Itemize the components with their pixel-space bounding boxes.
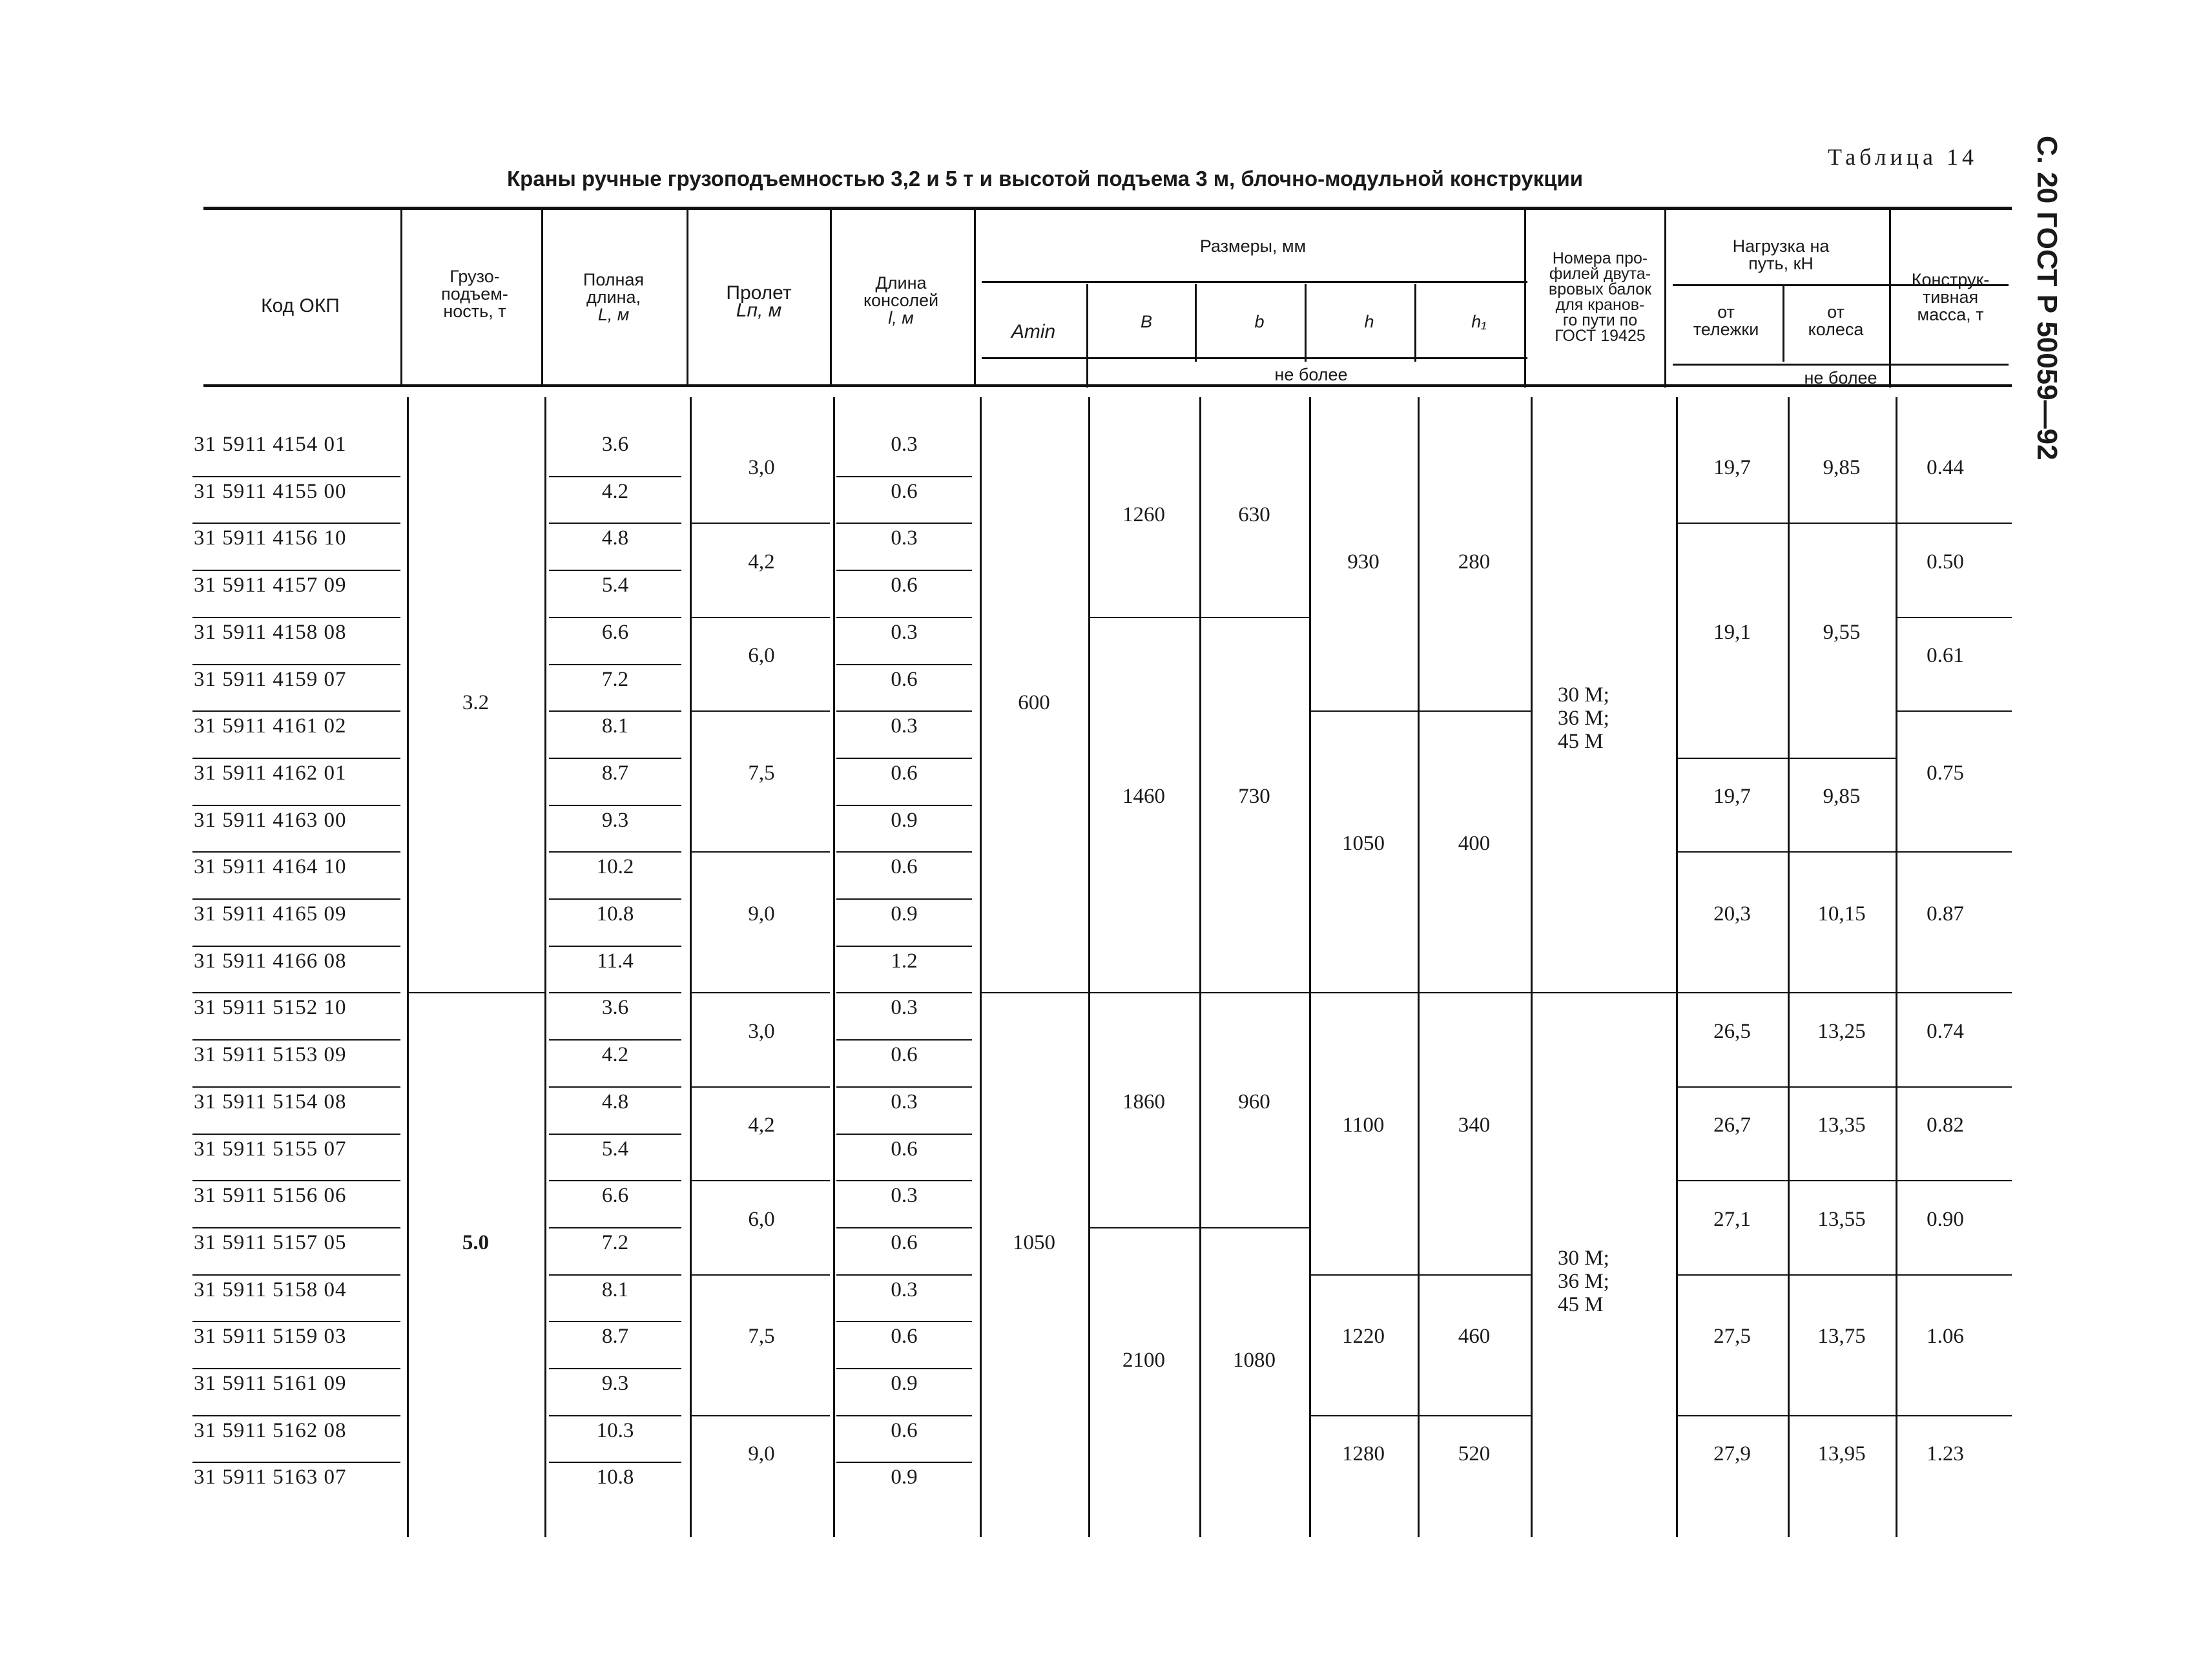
h-value: 1280 xyxy=(1342,1442,1385,1466)
okp-code: 31 5911 5158 04 xyxy=(194,1278,347,1301)
grid-line xyxy=(549,523,681,524)
console-length: 0.3 xyxy=(891,620,918,644)
okp-code: 31 5911 5161 09 xyxy=(194,1372,347,1395)
console-length: 0.3 xyxy=(891,433,918,456)
grid-line xyxy=(1532,992,1676,993)
grid-line xyxy=(982,992,1088,993)
console-length: 0.6 xyxy=(891,1137,918,1161)
full-length: 4.8 xyxy=(601,1090,629,1113)
header-from-wheel: от колеса xyxy=(1808,302,1864,339)
grid-line xyxy=(549,1134,681,1135)
grid-line xyxy=(687,210,688,384)
span-value: 4,2 xyxy=(748,550,775,574)
grid-line xyxy=(830,210,832,384)
grid-line xyxy=(192,1462,400,1463)
mass-value: 0.50 xyxy=(1927,550,1964,574)
grid-line xyxy=(544,397,546,1537)
header-console: Длина консолей l, м xyxy=(863,273,939,327)
b-value: 730 xyxy=(1238,785,1270,809)
full-length: 10.3 xyxy=(596,1418,634,1442)
full-length: 6.6 xyxy=(601,1184,629,1208)
console-length: 0.3 xyxy=(891,526,918,550)
h-value: 1050 xyxy=(1342,831,1385,855)
grid-line xyxy=(1897,710,2012,712)
console-length: 0.6 xyxy=(891,1418,918,1442)
console-length: 0.6 xyxy=(891,479,918,503)
grid-line xyxy=(192,1039,400,1041)
full-length: 5.4 xyxy=(601,574,629,597)
grid-line xyxy=(1897,851,2012,853)
grid-line xyxy=(691,992,830,993)
grid-line xyxy=(1310,992,1418,993)
grid-line xyxy=(836,758,972,759)
grid-line xyxy=(407,397,409,1537)
okp-code: 31 5911 4159 07 xyxy=(194,667,347,691)
grid-line xyxy=(836,617,972,618)
h1-value: 280 xyxy=(1458,550,1491,574)
span-value: 6,0 xyxy=(748,644,775,668)
load-wheel-value: 9,85 xyxy=(1823,456,1861,480)
load-wheel-value: 9,85 xyxy=(1823,785,1861,809)
load-trolley-value: 20,3 xyxy=(1713,902,1751,926)
B-value: 1860 xyxy=(1122,1090,1165,1113)
grid-line xyxy=(1677,1415,1788,1416)
b-value: 1080 xyxy=(1233,1348,1276,1372)
grid-line xyxy=(691,617,830,618)
grid-line xyxy=(192,1274,400,1276)
grid-line xyxy=(549,992,681,993)
okp-code: 31 5911 4155 00 xyxy=(194,479,347,503)
console-length: 0.9 xyxy=(891,1466,918,1489)
span-value: 3,0 xyxy=(748,1019,775,1043)
grid-line xyxy=(1310,1415,1418,1416)
full-length: 6.6 xyxy=(601,620,629,644)
okp-code: 31 5911 4161 02 xyxy=(194,714,347,738)
okp-code: 31 5911 4162 01 xyxy=(194,761,347,785)
grid-line xyxy=(549,1274,681,1276)
full-length: 3.6 xyxy=(601,433,629,456)
grid-line xyxy=(1677,1180,1788,1181)
okp-code: 31 5911 5159 03 xyxy=(194,1325,347,1349)
grid-line xyxy=(1419,1274,1531,1276)
console-length: 0.9 xyxy=(891,1372,918,1395)
load-trolley-value: 27,5 xyxy=(1713,1325,1751,1349)
grid-line xyxy=(549,758,681,759)
grid-line xyxy=(192,617,400,618)
grid-line xyxy=(192,1415,400,1416)
grid-line xyxy=(1789,1415,1896,1416)
grid-line xyxy=(549,1462,681,1463)
load-trolley-value: 26,7 xyxy=(1713,1113,1751,1137)
console-length: 0.6 xyxy=(891,667,918,691)
grid-line xyxy=(549,851,681,853)
grid-line xyxy=(192,805,400,806)
full-length: 8.1 xyxy=(601,714,629,738)
header-amin: Аmin xyxy=(1011,321,1056,342)
full-length: 9.3 xyxy=(601,1372,629,1395)
grid-line xyxy=(1897,617,2012,618)
load-trolley-value: 19,7 xyxy=(1713,785,1751,809)
grid-line xyxy=(192,898,400,900)
full-length: 10.2 xyxy=(596,855,634,879)
grid-line xyxy=(549,946,681,947)
console-length: 0.6 xyxy=(891,1230,918,1254)
okp-code: 31 5911 4154 01 xyxy=(194,433,347,456)
full-length: 8.1 xyxy=(601,1278,629,1301)
span-value: 3,0 xyxy=(748,456,775,480)
grid-line xyxy=(836,1227,972,1228)
grid-line xyxy=(1789,851,1896,853)
grid-line xyxy=(836,476,972,477)
mass-value: 0.75 xyxy=(1927,761,1964,785)
grid-line xyxy=(691,1180,830,1181)
capacity-value: 5.0 xyxy=(462,1230,490,1254)
b-value: 630 xyxy=(1238,503,1270,527)
grid-line xyxy=(192,946,400,947)
B-value: 2100 xyxy=(1122,1348,1165,1372)
b-value: 960 xyxy=(1238,1090,1270,1113)
okp-code: 31 5911 5157 05 xyxy=(194,1230,347,1254)
load-trolley-value: 27,9 xyxy=(1713,1442,1751,1466)
header-length: Полная длина, L, м xyxy=(583,270,645,324)
mass-value: 0.90 xyxy=(1927,1207,1964,1231)
grid-line xyxy=(836,898,972,900)
capacity-value: 3.2 xyxy=(462,690,490,714)
full-length: 4.8 xyxy=(601,526,629,550)
grid-line xyxy=(192,1086,400,1088)
span-value: 6,0 xyxy=(748,1207,775,1231)
load-wheel-value: 13,95 xyxy=(1817,1442,1866,1466)
okp-code: 31 5911 4166 08 xyxy=(194,949,347,973)
grid-line xyxy=(400,210,402,384)
grid-line xyxy=(836,946,972,947)
h1-value: 340 xyxy=(1458,1113,1491,1137)
grid-line xyxy=(836,1415,972,1416)
grid-line xyxy=(836,1180,972,1181)
span-value: 7,5 xyxy=(748,1325,775,1349)
side-header: С. 20 ГОСТ Р 50059—92 xyxy=(2031,136,2063,461)
grid-line xyxy=(833,397,835,1537)
header-h1: h₁ xyxy=(1471,312,1487,331)
console-length: 0.6 xyxy=(891,1043,918,1067)
h1-value: 460 xyxy=(1458,1325,1491,1349)
grid-line xyxy=(192,710,400,712)
full-length: 4.2 xyxy=(601,479,629,503)
grid-line xyxy=(1789,758,1896,759)
grid-line xyxy=(1789,1274,1896,1276)
grid-line xyxy=(1677,992,1788,993)
header-not-more-2: не более xyxy=(1804,368,1877,388)
full-length: 7.2 xyxy=(601,1230,629,1254)
grid-line xyxy=(1788,397,1790,1537)
grid-line xyxy=(691,1086,830,1088)
console-length: 0.9 xyxy=(891,902,918,926)
header-mass: Конструк- тивная масса, т xyxy=(1911,270,1990,324)
span-value: 4,2 xyxy=(748,1113,775,1137)
grid-line xyxy=(836,1368,972,1369)
load-wheel-value: 10,15 xyxy=(1817,902,1866,926)
grid-line xyxy=(1789,523,1896,524)
grid-line xyxy=(1789,1086,1896,1088)
grid-line xyxy=(549,570,681,571)
grid-line xyxy=(1531,397,1533,1537)
grid-line xyxy=(192,1180,400,1181)
okp-code: 31 5911 5156 06 xyxy=(194,1184,347,1208)
load-wheel-value: 13,25 xyxy=(1817,1019,1866,1043)
grid-line xyxy=(836,1039,972,1041)
grid-line xyxy=(1090,617,1199,618)
mass-value: 0.44 xyxy=(1927,456,1964,480)
grid-line xyxy=(1090,1227,1199,1228)
grid-line xyxy=(836,570,972,571)
grid-line xyxy=(836,664,972,665)
grid-line xyxy=(1677,758,1788,759)
grid-line xyxy=(980,397,982,1537)
header-B: В xyxy=(1140,312,1152,331)
header-b: b xyxy=(1254,312,1265,331)
header-load: Нагрузка на путь, кН xyxy=(1732,236,1830,273)
grid-line xyxy=(1897,523,2012,524)
mass-value: 0.87 xyxy=(1927,902,1964,926)
grid-line xyxy=(549,1368,681,1369)
grid-line xyxy=(549,1086,681,1088)
console-length: 0.9 xyxy=(891,808,918,832)
grid-line xyxy=(549,1415,681,1416)
mass-value: 0.82 xyxy=(1927,1113,1964,1137)
header-capacity: Грузо- подъем- ность, т xyxy=(441,267,508,321)
okp-code: 31 5911 5163 07 xyxy=(194,1466,347,1489)
grid-line xyxy=(836,992,972,993)
grid-line xyxy=(407,992,544,993)
grid-line xyxy=(1789,1180,1896,1181)
console-length: 1.2 xyxy=(891,949,918,973)
grid-line xyxy=(549,476,681,477)
grid-line xyxy=(1677,1086,1788,1088)
amin-value: 600 xyxy=(1018,690,1050,714)
okp-code: 31 5911 5155 07 xyxy=(194,1137,347,1161)
grid-line xyxy=(192,1227,400,1228)
profile-numbers: 30 М; 36 М; 45 М xyxy=(1558,1247,1609,1317)
console-length: 0.6 xyxy=(891,761,918,785)
grid-line xyxy=(1201,1227,1309,1228)
grid-line xyxy=(192,1368,400,1369)
grid-line xyxy=(1676,397,1678,1537)
grid-line xyxy=(541,210,543,384)
grid-line xyxy=(1419,1415,1531,1416)
grid-line xyxy=(1897,992,2012,993)
grid-line xyxy=(549,1039,681,1041)
grid-line xyxy=(1889,210,1891,388)
grid-line xyxy=(836,851,972,853)
load-trolley-value: 19,1 xyxy=(1713,620,1751,644)
grid-line xyxy=(982,357,1527,359)
grid-line xyxy=(1524,210,1526,388)
load-wheel-value: 13,35 xyxy=(1817,1113,1866,1137)
profile-numbers: 30 М; 36 М; 45 М xyxy=(1558,683,1609,753)
h1-value: 520 xyxy=(1458,1442,1491,1466)
h-value: 1220 xyxy=(1342,1325,1385,1349)
load-trolley-value: 19,7 xyxy=(1713,456,1751,480)
amin-value: 1050 xyxy=(1013,1230,1055,1254)
okp-code: 31 5911 5154 08 xyxy=(194,1090,347,1113)
mass-value: 1.23 xyxy=(1927,1442,1964,1466)
grid-line xyxy=(836,1462,972,1463)
header-dimensions: Размеры, мм xyxy=(1199,236,1307,256)
okp-code: 31 5911 4163 00 xyxy=(194,808,347,832)
grid-line xyxy=(1673,364,2009,366)
grid-line xyxy=(836,523,972,524)
okp-code: 31 5911 5152 10 xyxy=(194,996,347,1020)
full-length: 10.8 xyxy=(596,902,634,926)
grid-line xyxy=(1897,1415,2012,1416)
full-length: 7.2 xyxy=(601,667,629,691)
grid-line xyxy=(549,1227,681,1228)
grid-line xyxy=(549,898,681,900)
console-length: 0.3 xyxy=(891,1090,918,1113)
okp-code: 31 5911 4158 08 xyxy=(194,620,347,644)
grid-line xyxy=(192,476,400,477)
grid-line xyxy=(1310,710,1418,712)
full-length: 4.2 xyxy=(601,1043,629,1067)
grid-line xyxy=(691,710,830,712)
table-label: Таблица 14 xyxy=(1828,144,1978,170)
h-value: 1100 xyxy=(1342,1113,1385,1137)
grid-line xyxy=(1677,1274,1788,1276)
grid-line xyxy=(1897,1180,2012,1181)
B-value: 1260 xyxy=(1122,503,1165,527)
mass-value: 0.74 xyxy=(1927,1019,1964,1043)
span-value: 9,0 xyxy=(748,902,775,926)
full-length: 11.4 xyxy=(597,949,634,973)
load-wheel-value: 9,55 xyxy=(1823,620,1861,644)
grid-line xyxy=(1201,617,1309,618)
grid-line xyxy=(836,710,972,712)
grid-line xyxy=(549,617,681,618)
okp-code: 31 5911 4157 09 xyxy=(194,574,347,597)
console-length: 0.6 xyxy=(891,574,918,597)
grid-line xyxy=(691,1274,830,1276)
mass-value: 0.61 xyxy=(1927,644,1964,668)
grid-line xyxy=(691,851,830,853)
h1-value: 400 xyxy=(1458,831,1491,855)
grid-line xyxy=(691,1415,830,1416)
grid-line xyxy=(1897,1274,2012,1276)
span-value: 9,0 xyxy=(748,1442,775,1466)
header-h: h xyxy=(1364,312,1374,331)
okp-code: 31 5911 4165 09 xyxy=(194,902,347,926)
grid-line xyxy=(192,523,400,524)
header-kod: Код ОКП xyxy=(261,295,340,316)
okp-code: 31 5911 5162 08 xyxy=(194,1418,347,1442)
header-not-more-1: не более xyxy=(1274,365,1348,384)
grid-line xyxy=(1086,284,1088,388)
grid-line xyxy=(1677,851,1788,853)
grid-line xyxy=(549,1180,681,1181)
table-title: Краны ручные грузоподъемностью 3,2 и 5 т и высотой подъема 3 м, блочно-модульной конструкции xyxy=(507,167,1584,191)
grid-line xyxy=(982,281,1527,283)
full-length: 8.7 xyxy=(601,1325,629,1349)
full-length: 8.7 xyxy=(601,761,629,785)
grid-line xyxy=(192,1321,400,1322)
console-length: 0.6 xyxy=(891,855,918,879)
h-value: 930 xyxy=(1347,550,1380,574)
load-wheel-value: 13,75 xyxy=(1817,1325,1866,1349)
header-from-trolley: от тележки xyxy=(1693,302,1759,339)
console-length: 0.3 xyxy=(891,1278,918,1301)
header-span: Пролет Lп, м xyxy=(726,282,792,321)
grid-line xyxy=(1310,1274,1418,1276)
console-length: 0.3 xyxy=(891,1184,918,1208)
grid-line xyxy=(836,805,972,806)
header-profiles: Номера про- филей двута- вровых балок для кранов- го пути по ГОСТ 19425 xyxy=(1548,249,1652,345)
grid-line xyxy=(192,758,400,759)
grid-line xyxy=(192,664,400,665)
grid-line xyxy=(549,805,681,806)
grid-line xyxy=(836,1274,972,1276)
okp-code: 31 5911 5153 09 xyxy=(194,1043,347,1067)
grid-line xyxy=(203,207,2012,210)
grid-line xyxy=(1201,992,1309,993)
grid-line xyxy=(1419,992,1531,993)
grid-line xyxy=(836,1321,972,1322)
grid-line xyxy=(549,664,681,665)
console-length: 0.3 xyxy=(891,996,918,1020)
grid-line xyxy=(549,710,681,712)
load-trolley-value: 27,1 xyxy=(1713,1207,1751,1231)
grid-line xyxy=(1090,992,1199,993)
grid-line xyxy=(836,1086,972,1088)
load-trolley-value: 26,5 xyxy=(1713,1019,1751,1043)
mass-value: 1.06 xyxy=(1927,1325,1964,1349)
full-length: 3.6 xyxy=(601,996,629,1020)
grid-line xyxy=(691,523,830,524)
full-length: 10.8 xyxy=(596,1466,634,1489)
B-value: 1460 xyxy=(1122,785,1165,809)
okp-code: 31 5911 4156 10 xyxy=(194,526,347,550)
console-length: 0.3 xyxy=(891,714,918,738)
load-wheel-value: 13,55 xyxy=(1817,1207,1866,1231)
span-value: 7,5 xyxy=(748,761,775,785)
grid-line xyxy=(836,1134,972,1135)
full-length: 9.3 xyxy=(601,808,629,832)
okp-code: 31 5911 4164 10 xyxy=(194,855,347,879)
grid-line xyxy=(192,1134,400,1135)
grid-line xyxy=(974,210,976,384)
grid-line xyxy=(549,1321,681,1322)
grid-line xyxy=(1789,992,1896,993)
grid-line xyxy=(192,992,400,993)
grid-line xyxy=(192,570,400,571)
full-length: 5.4 xyxy=(601,1137,629,1161)
grid-line xyxy=(1419,710,1531,712)
console-length: 0.6 xyxy=(891,1325,918,1349)
grid-line xyxy=(192,851,400,853)
grid-line xyxy=(1677,523,1788,524)
grid-line xyxy=(1897,1086,2012,1088)
